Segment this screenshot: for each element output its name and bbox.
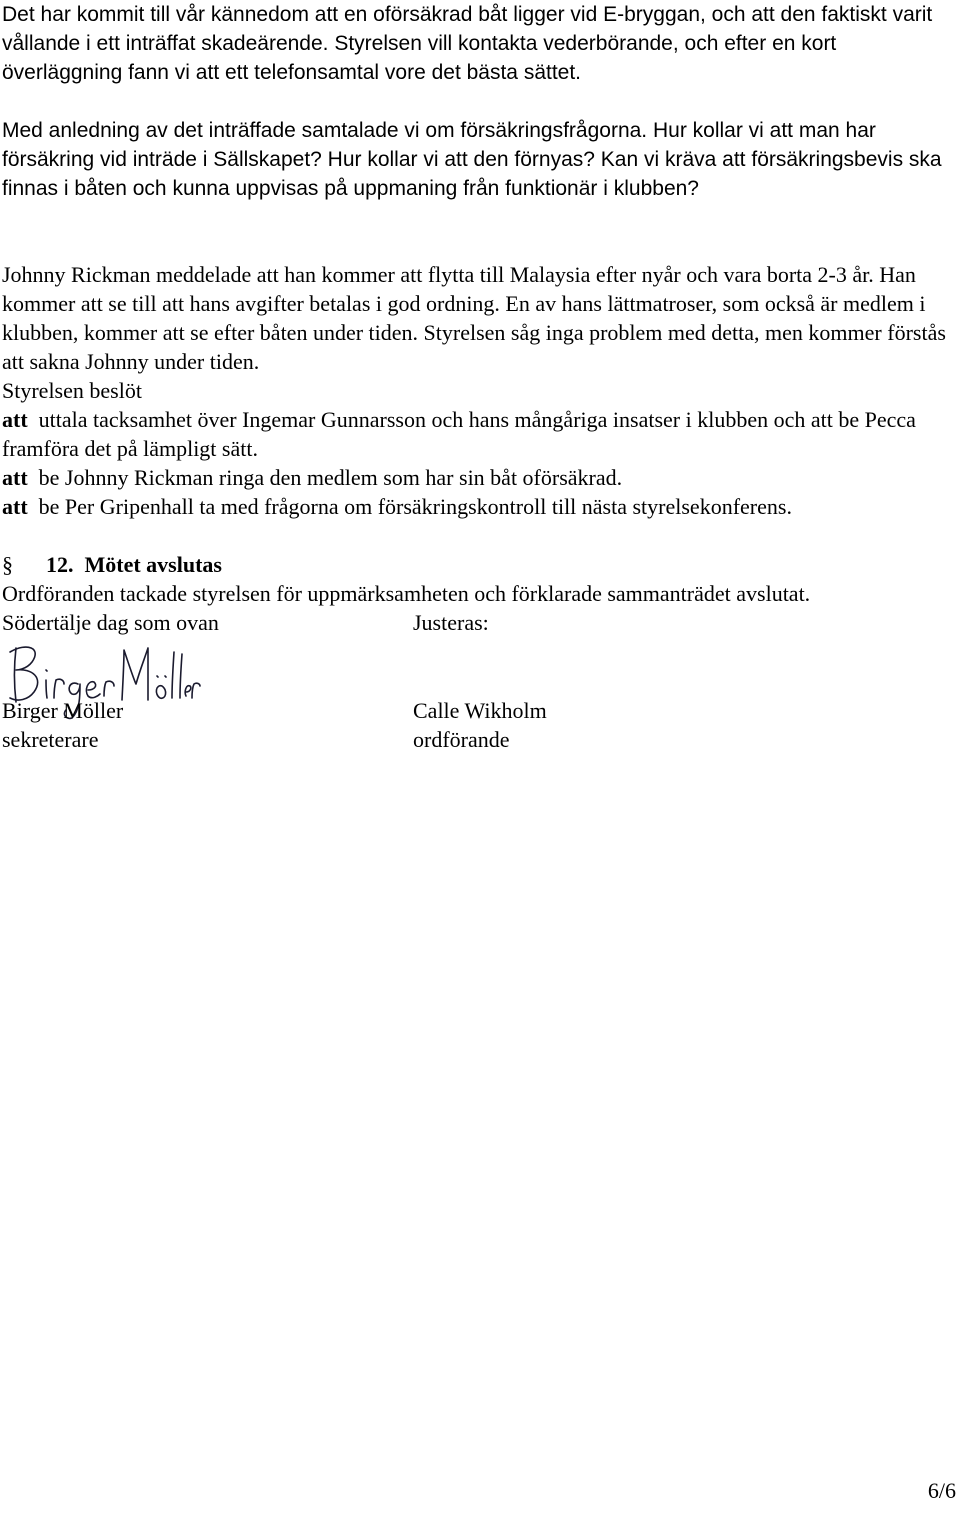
chairman-name: Calle Wikholm xyxy=(413,698,547,723)
roles-row xyxy=(2,725,958,754)
decisions-list xyxy=(2,405,958,521)
adjusted-label: Justeras: xyxy=(413,610,489,635)
place-date: Södertälje dag som ovan xyxy=(2,610,219,635)
intro-section xyxy=(2,0,958,203)
section-title: Mötet avslutas xyxy=(84,552,222,577)
names-row xyxy=(2,696,958,725)
section-text: Ordföranden tackade styrelsen för uppmärksamheten och förklarade sammanträdet avslutat. xyxy=(2,581,811,606)
decision-item-2 xyxy=(2,463,958,492)
decided-label: Styrelsen beslöt xyxy=(2,378,142,403)
decision-item-1 xyxy=(2,405,958,463)
decision-keyword: att xyxy=(2,465,28,490)
secretary-name: Birger Möller xyxy=(2,698,124,723)
decision-text: be Johnny Rickman ringa den medlem som har sin båt oförsäkrad. xyxy=(38,465,623,490)
page-number: 6/6 xyxy=(927,1478,956,1503)
decision-keyword: att xyxy=(2,494,28,519)
closing-row xyxy=(2,608,958,637)
decision-item-3 xyxy=(2,492,958,521)
secretary-role: sekreterare xyxy=(2,727,99,752)
decision-keyword: att xyxy=(2,407,28,432)
johnny-paragraph: Johnny Rickman meddelade att han kommer att flytta till Malaysia efter nyår och vara borta 2-3 år. Han kommer att se till att hans avgifter betalas i god ordning. En av hans lättmatroser, som också är medlem i klubben, kommer att se efter båten under tiden. Styrelsen såg inga problem med detta, men kommer förstås att sakna Johnny under tiden. xyxy=(2,262,946,374)
section-symbol: § xyxy=(2,552,13,577)
johnny-section xyxy=(2,260,958,405)
chairman-role: ordförande xyxy=(413,727,510,752)
intro-paragraph-1: Det har kommit till vår kännedom att en oförsäkrad båt ligger vid E-bryggan, och att den faktiskt varit vållande i ett inträffat skadeärende. Styrelsen vill kontakta vederbörande, och efter en kort överläggning fann vi att ett telefonsamtal vore det bästa sättet. xyxy=(2,3,933,84)
section-number: 12. xyxy=(46,552,74,577)
section-heading xyxy=(2,550,958,579)
decision-text: uttala tacksamhet över Ingemar Gunnarsson och hans mångåriga insatser i klubben och att be Pecca framföra det på lämpligt sätt. xyxy=(2,407,916,461)
intro-paragraph-2: Med anledning av det inträffade samtalade vi om försäkringsfrågorna. Hur kollar vi att man har försäkring vid inträde i Sällskapet? Hur kollar vi att den förnyas? Kan vi kräva att försäkringsbevis ska finnas i båten och kunna uppvisas på uppmaning från funktionär i klubben? xyxy=(2,119,942,200)
section-12 xyxy=(2,550,958,608)
decision-text: be Per Gripenhall ta med frågorna om försäkringskontroll till nästa styrelsekonferens. xyxy=(38,494,792,519)
